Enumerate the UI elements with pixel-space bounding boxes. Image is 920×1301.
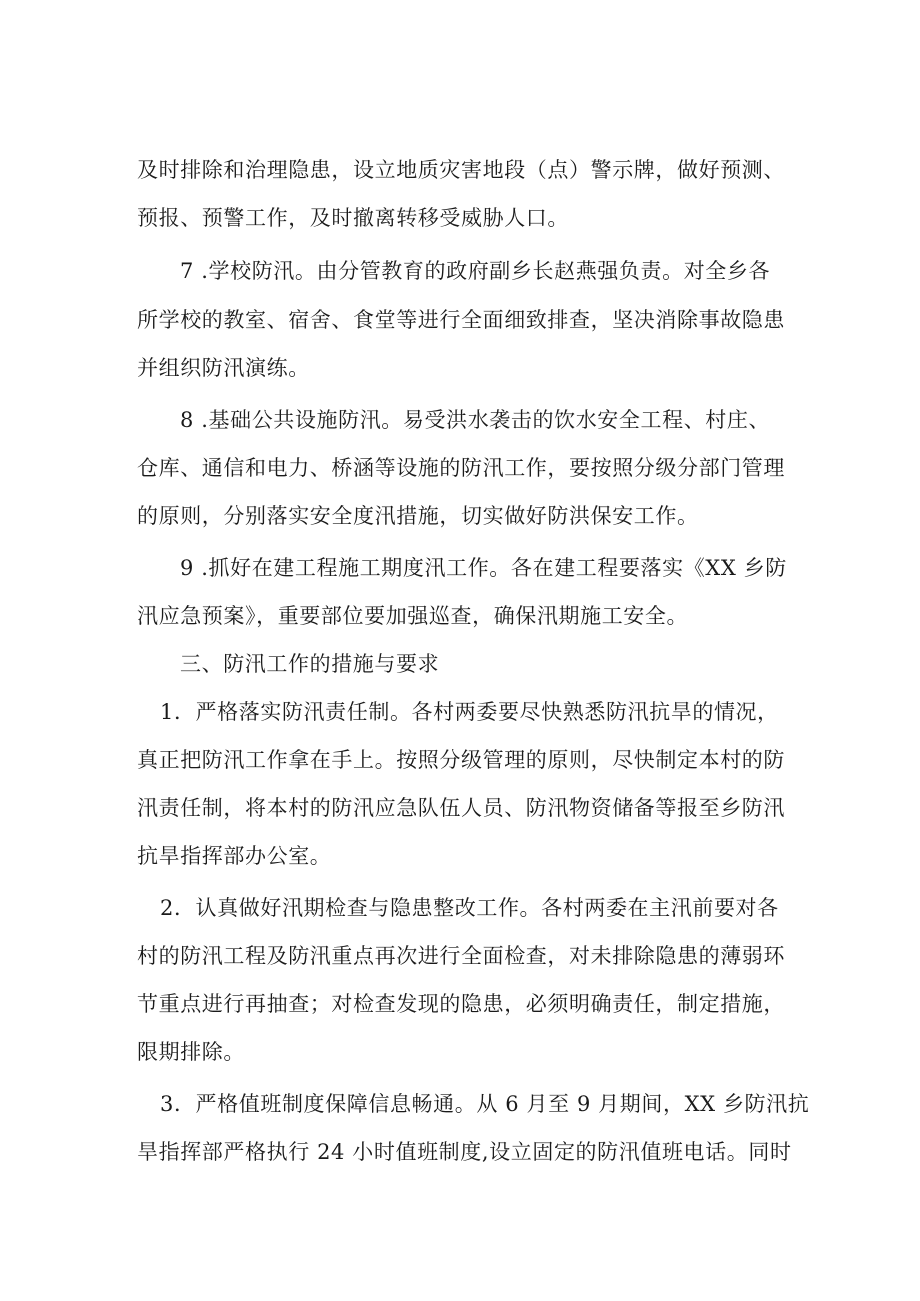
measure-item-3: 3．严格值班制度保障信息畅通。从 6 月至 9 月期间，XX 乡防汛抗 — [160, 1092, 810, 1116]
text-line: 村的防汛工程及防汛重点再次进行全面检查，对未排除隐患的薄弱环 — [137, 944, 785, 968]
text-line: 并组织防汛演练。 — [137, 356, 310, 380]
text-line: 的原则，分别落实安全度汛措施，切实做好防洪保安工作。 — [137, 504, 699, 528]
list-item-8: 8 .基础公共设施防汛。易受洪水袭击的饮水安全工程、村庄、 — [180, 408, 771, 432]
text-line: 及时排除和治理隐患，设立地质灾害地段（点）警示牌，做好预测、 — [137, 158, 785, 182]
measure-item-2: 2．认真做好汛期检查与隐患整改工作。各村两委在主汛前要对各 — [160, 896, 779, 920]
list-item-7: 7 .学校防汛。由分管教育的政府副乡长赵燕强负责。对全乡各 — [180, 259, 771, 283]
section-heading: 三、防汛工作的措施与要求 — [180, 652, 440, 676]
text-line: 节重点进行再抽查；对检查发现的隐患，必须明确责任，制定措施， — [137, 992, 785, 1016]
text-line: 汛责任制，将本村的防汛应急队伍人员、防汛物资储备等报至乡防汛 — [137, 796, 785, 820]
text-line: 汛应急预案》，重要部位要加强巡查，确保汛期施工安全。 — [137, 604, 689, 628]
text-line: 旱指挥部严格执行 24 小时值班制度,设立固定的防汛值班电话。同时 — [137, 1140, 792, 1164]
measure-item-1: 1．严格落实防汛责任制。各村两委要尽快熟悉防汛抗旱的情况， — [160, 700, 779, 724]
text-line: 限期排除。 — [137, 1040, 245, 1064]
text-line: 预报、预警工作，及时撤离转移受威胁人口。 — [137, 206, 569, 230]
text-line: 仓库、通信和电力、桥涵等设施的防汛工作，要按照分级分部门管理 — [137, 456, 785, 480]
text-line: 真正把防汛工作拿在手上。按照分级管理的原则，尽快制定本村的防 — [137, 748, 785, 772]
list-item-9: 9 .抓好在建工程施工期度汛工作。各在建工程要落实《XX 乡防 — [180, 556, 787, 580]
text-line: 抗旱指挥部办公室。 — [137, 844, 332, 868]
text-line: 所学校的教室、宿舍、食堂等进行全面细致排查，坚决消除事故隐患 — [137, 308, 785, 332]
